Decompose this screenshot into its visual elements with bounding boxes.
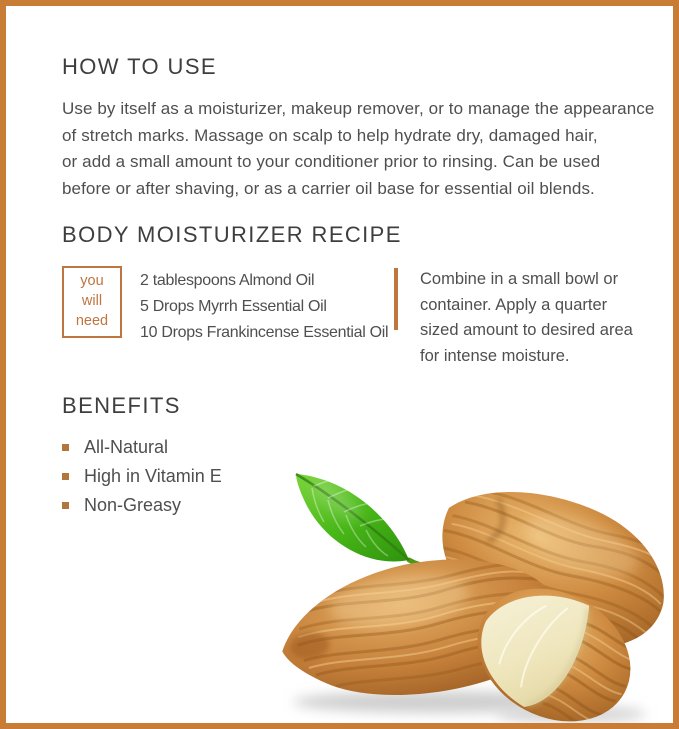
benefit-label: All-Natural bbox=[84, 437, 169, 457]
instruction-line: Combine in a small bowl or bbox=[420, 270, 619, 288]
badge-line: will bbox=[81, 293, 103, 309]
how-to-use-title: HOW TO USE bbox=[62, 54, 217, 79]
benefit-label: Non-Greasy bbox=[84, 495, 182, 515]
badge-line: you bbox=[80, 273, 104, 289]
you-will-need-badge bbox=[62, 266, 122, 338]
leaf-graphic bbox=[296, 472, 436, 566]
recipe-title: BODY MOISTURIZER RECIPE bbox=[62, 222, 402, 247]
almonds-image bbox=[278, 452, 678, 729]
badge-line: need bbox=[75, 313, 109, 329]
how-to-use-line: or add a small amount to your conditioner prior to rinsing. Can be used bbox=[62, 152, 601, 171]
benefit-label: High in Vitamin E bbox=[84, 466, 222, 486]
ingredient-item: 10 Drops Frankincense Essential Oil bbox=[140, 324, 389, 341]
square-bullet-icon bbox=[62, 444, 69, 451]
square-bullet-icon bbox=[62, 502, 69, 509]
instruction-line: for intense moisture. bbox=[420, 346, 570, 365]
ingredient-item: 5 Drops Myrrh Essential Oil bbox=[140, 298, 327, 315]
benefits-title: BENEFITS bbox=[62, 393, 181, 418]
how-to-use-line: before or after shaving, or as a carrier oil base for essential oil blends. bbox=[62, 178, 595, 198]
how-to-use-text bbox=[62, 96, 655, 202]
vertical-divider bbox=[394, 268, 398, 330]
ingredient-item: 2 tablespoons Almond Oil bbox=[140, 272, 315, 289]
content-column bbox=[62, 54, 655, 520]
instruction-line: sized amount to desired area bbox=[420, 321, 633, 339]
instruction-line: container. Apply a quarter bbox=[420, 295, 608, 314]
square-bullet-icon bbox=[62, 473, 69, 480]
instructions-text bbox=[420, 266, 633, 369]
recipe-section bbox=[62, 266, 652, 369]
ingredients-list bbox=[140, 266, 388, 346]
how-to-use-line: Use by itself as a moisturizer, makeup remover, or to manage the appearance bbox=[62, 99, 655, 118]
how-to-use-line: of stretch marks. Massage on scalp to help hydrate dry, damaged hair, bbox=[62, 125, 598, 145]
